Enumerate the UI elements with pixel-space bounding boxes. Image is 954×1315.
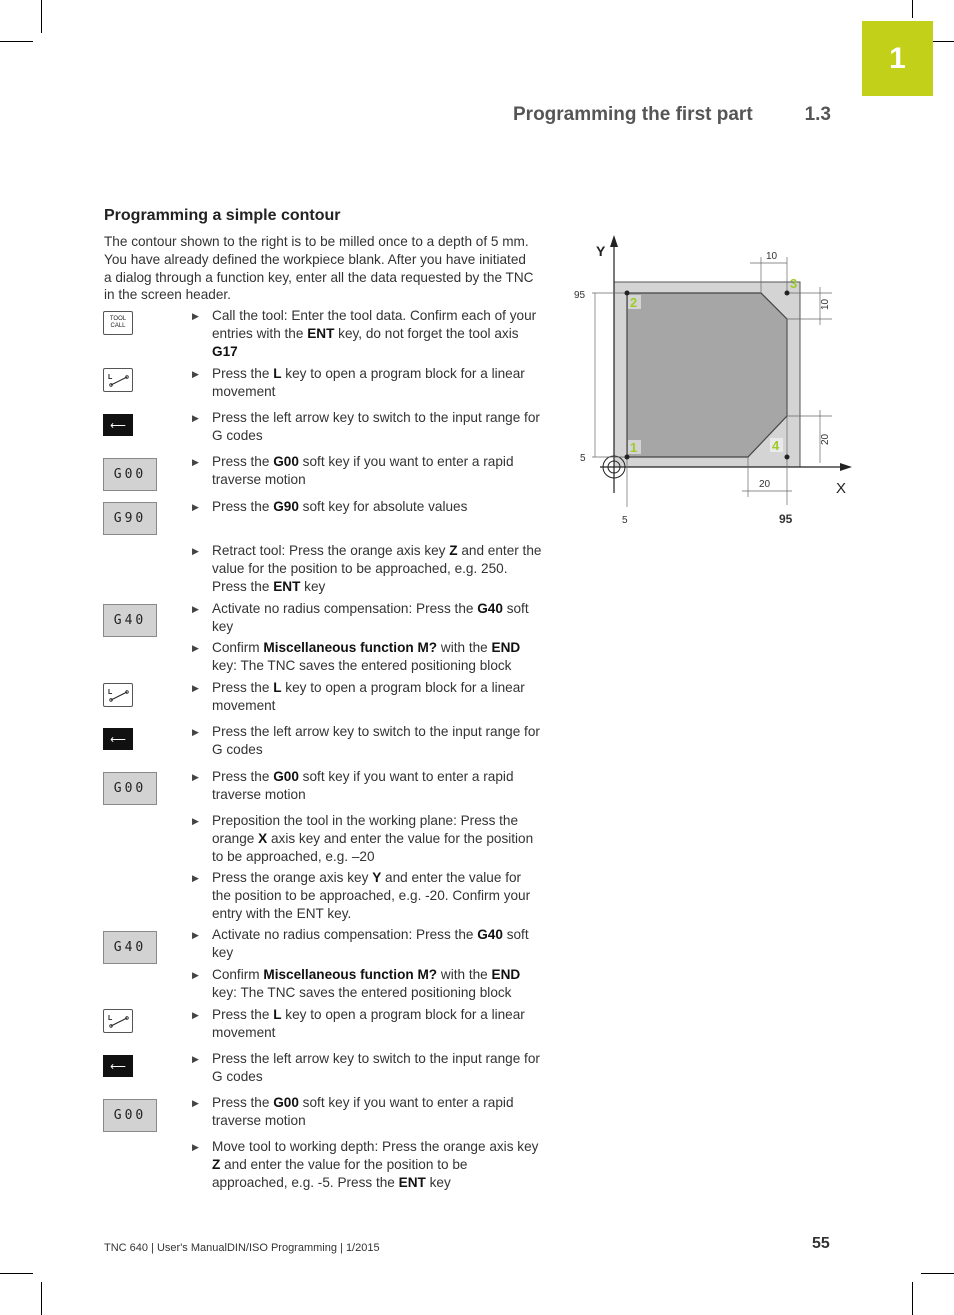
step-keyword: Miscellaneous function M? [263, 640, 438, 655]
tool-call-label-1: TOOL [109, 316, 127, 322]
step-text [212, 966, 542, 1002]
step-fragment: key to open a program block for a linear movement [212, 1007, 525, 1040]
left-arrow-key-icon [103, 728, 133, 750]
step-text [212, 409, 542, 445]
step-fragment: with the [437, 640, 492, 655]
footer-text: TNC 640 | User's ManualDIN/ISO Programming | 1/2015 [104, 1242, 380, 1254]
step-keyword: G00 [273, 769, 299, 784]
bullet-icon: ▶ [192, 369, 199, 379]
step-keyword: G40 [477, 927, 503, 942]
bullet-icon: ▶ [192, 727, 199, 737]
step-fragment: Press the left arrow key to switch to the input range for G codes [212, 724, 540, 757]
bullet-icon: ▶ [192, 683, 199, 693]
step-text [212, 600, 542, 636]
step-keyword: G90 [273, 499, 299, 514]
step-fragment: soft key if you want to enter a rapid traverse motion [212, 769, 514, 802]
left-arrow-key-icon [103, 414, 133, 436]
step-text [212, 307, 542, 360]
step-fragment: and enter the value for the position to be approached, e.g. 250. Press the [212, 543, 542, 594]
line-icon [106, 372, 130, 388]
point-2-label: 2 [630, 295, 638, 310]
point-1-label: 1 [630, 440, 638, 455]
step-fragment: soft key if you want to enter a rapid traverse motion [212, 1095, 514, 1128]
dim-x-5: 5 [622, 515, 628, 526]
bullet-icon: ▶ [192, 970, 199, 980]
step-keyword: Y [372, 870, 382, 885]
step-keyword: Z [212, 1156, 221, 1172]
step-keyword: ENT [307, 325, 335, 341]
step-text [212, 768, 542, 804]
g00-softkey-icon: G00 [103, 772, 157, 805]
bullet-icon: ▶ [192, 457, 199, 467]
bullet-icon: ▶ [192, 1010, 199, 1020]
step-fragment: Move tool to working depth: Press the orange axis key [212, 1139, 539, 1154]
line-icon [106, 687, 130, 703]
step-fragment: key [425, 1174, 451, 1190]
bullet-icon: ▶ [192, 643, 199, 653]
l-key-letter: L [108, 689, 113, 696]
step-fragment: Press the [212, 1007, 274, 1022]
step-fragment: soft key if you want to enter a rapid traverse motion [212, 454, 514, 487]
step-text [212, 639, 542, 675]
step-fragment: Press the [212, 499, 274, 514]
bullet-icon: ▶ [192, 1142, 199, 1152]
step-fragment: key to open a program block for a linear movement [212, 680, 525, 713]
step-fragment: soft key [212, 927, 529, 960]
step-text [212, 1050, 542, 1086]
step-keyword: Z [449, 543, 458, 558]
step-keyword: L [273, 680, 282, 695]
step-text [212, 1006, 542, 1042]
step-fragment: Press the [212, 454, 274, 469]
g00-softkey-icon: G00 [103, 458, 157, 491]
step-fragment: axis key and enter the value for the position to be approached, e.g. –20 [212, 830, 534, 864]
bullet-icon: ▶ [192, 413, 199, 423]
step-text [212, 869, 542, 922]
step-fragment: Press the orange axis key [212, 870, 373, 885]
step-text [212, 812, 542, 865]
point-4-label: 4 [772, 438, 780, 453]
dim-y-5: 5 [580, 453, 586, 464]
step-fragment: key to open a program block for a linear movement [212, 366, 525, 399]
step-fragment: soft key for absolute values [298, 499, 468, 514]
step-keyword: G17 [212, 343, 238, 359]
step-keyword: Miscellaneous function M? [263, 967, 438, 982]
dim-right-10: 10 [820, 298, 831, 310]
step-text [212, 1094, 542, 1130]
dim-x-95: 95 [779, 512, 793, 526]
step-keyword: L [273, 366, 282, 381]
bullet-icon: ▶ [192, 502, 199, 512]
step-fragment: Activate no radius compensation: Press the [212, 601, 478, 616]
step-keyword: L [273, 1007, 282, 1022]
dim-y-95: 95 [574, 290, 586, 301]
page-number: 55 [812, 1235, 830, 1252]
step-text [212, 365, 542, 401]
step-text [212, 453, 542, 489]
step-fragment: key, do not forget the tool axis [334, 325, 519, 341]
step-fragment: Confirm [212, 967, 264, 982]
g90-softkey-icon: G90 [103, 502, 157, 535]
bullet-icon: ▶ [192, 311, 199, 321]
step-fragment: key: The TNC saves the entered positioning block [212, 657, 512, 673]
bullet-icon: ▶ [192, 816, 199, 826]
header-title: Programming the first part [513, 104, 753, 125]
tool-call-key-icon [103, 311, 133, 335]
step-fragment: Press the [212, 680, 274, 695]
step-fragment: Press the left arrow key to switch to the input range for G codes [212, 1051, 540, 1084]
step-fragment: Preposition the tool in the working plane: Press the orange [212, 813, 519, 846]
step-text [212, 1138, 542, 1191]
g00-softkey-icon: G00 [103, 1099, 157, 1132]
arrow-glyph: ⟵ [110, 733, 126, 746]
line-icon [106, 1013, 130, 1029]
left-arrow-key-icon [103, 1055, 133, 1077]
intro-paragraph: The contour shown to the right is to be milled once to a depth of 5 mm. You have already defined the workpiece blank. After you have initiated a dialog through a function key, enter all the data requested by the TNC in the screen header. [104, 234, 534, 303]
bullet-icon: ▶ [192, 1098, 199, 1108]
step-keyword: G00 [273, 454, 299, 469]
section-title: Programming a simple contour [104, 207, 341, 224]
step-fragment: Press the left arrow key to switch to the input range for G codes [212, 410, 540, 443]
step-text [212, 723, 542, 759]
step-text [212, 498, 542, 516]
contour-drawing [570, 235, 855, 530]
step-fragment: Retract tool: Press the orange axis key [212, 543, 450, 558]
step-text [212, 679, 542, 715]
step-text [212, 926, 542, 962]
x-axis-label: X [836, 480, 847, 497]
step-text [212, 542, 542, 595]
step-keyword: END [491, 967, 521, 982]
l-key-letter: L [108, 1015, 113, 1022]
step-fragment: Press the [212, 366, 274, 381]
step-fragment: Activate no radius compensation: Press the [212, 927, 478, 942]
step-fragment: Call the tool: Enter the tool data. Confirm each of your entries with the [212, 308, 537, 341]
header-section: 1.3 [804, 104, 831, 125]
bullet-icon: ▶ [192, 604, 199, 614]
step-keyword: ENT [273, 578, 301, 594]
bullet-icon: ▶ [192, 873, 199, 883]
step-fragment: and enter the value for the position to be approached, e.g. -20. Confirm your entry with the ENT key. [212, 870, 531, 921]
dim-right-20: 20 [820, 433, 831, 445]
tool-call-label-2: CALL [110, 323, 126, 329]
dim-top-10: 10 [766, 251, 778, 262]
bullet-icon: ▶ [192, 546, 199, 556]
page-header [513, 104, 831, 126]
step-fragment: Confirm [212, 640, 264, 655]
contour-shape [627, 293, 787, 457]
l-key-letter: L [108, 374, 113, 381]
arrow-glyph: ⟵ [110, 419, 126, 432]
bullet-icon: ▶ [192, 772, 199, 782]
point-3-label: 3 [790, 276, 798, 291]
linear-l-key-icon [103, 1009, 133, 1033]
step-fragment: Press the [212, 1095, 274, 1110]
y-axis-label: Y [596, 243, 606, 259]
step-keyword: ENT [398, 1174, 426, 1190]
linear-l-key-icon [103, 368, 133, 392]
chapter-tab: 1 [862, 21, 933, 96]
g40-softkey-icon: G40 [103, 604, 157, 637]
step-keyword: END [491, 640, 521, 655]
bullet-icon: ▶ [192, 1054, 199, 1064]
step-fragment: key: The TNC saves the entered positioning block [212, 984, 512, 1000]
bullet-icon: ▶ [192, 930, 199, 940]
dim-bottom-20: 20 [759, 479, 771, 490]
step-keyword: G40 [477, 601, 503, 616]
arrow-glyph: ⟵ [110, 1060, 126, 1073]
step-fragment: and enter the value for the position to be approached, e.g. -5. Press the [212, 1156, 468, 1190]
g40-softkey-icon: G40 [103, 931, 157, 964]
step-fragment: key [300, 578, 326, 594]
step-fragment: soft key [212, 601, 529, 634]
x-axis-arrow-icon [840, 463, 852, 471]
step-fragment: Press the [212, 769, 274, 784]
linear-l-key-icon [103, 683, 133, 707]
step-keyword: G00 [273, 1095, 299, 1110]
step-fragment: with the [437, 967, 492, 982]
step-keyword: X [258, 830, 268, 846]
y-axis-arrow-icon [610, 235, 618, 247]
